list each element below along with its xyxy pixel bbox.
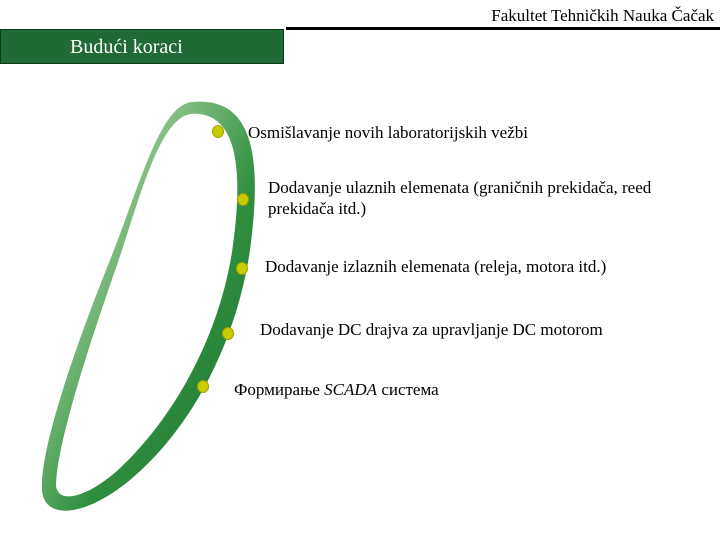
bullet-text-5-tail: система (377, 380, 439, 399)
header-institution: Fakultet Tehničkih Nauka Čačak (491, 6, 714, 25)
ring-arc (42, 102, 255, 511)
bullet-text-3: Dodavanje izlaznih elemenata (releja, motora itd.) (265, 257, 607, 276)
bullet-dot-5 (197, 380, 209, 393)
bullet-text-4: Dodavanje DC drajva za upravljanje DC motorom (260, 320, 603, 339)
bullet-text-1: Osmišlavanje novih laboratorijskih vežbi (248, 123, 528, 142)
bullet-dot-1 (212, 125, 224, 138)
bullet-text-2: Dodavanje ulaznih elemenata (graničnih prekidača, reed prekidača itd.) (268, 178, 652, 218)
bullet-text-5-plain: Формирање (234, 380, 325, 399)
bullet-text-5 (234, 379, 674, 400)
bullet-dot-3 (236, 262, 248, 275)
bullet-dot-2 (237, 193, 249, 206)
bullet-dot-4 (222, 327, 234, 340)
slide-title: Budući koraci (70, 36, 183, 58)
bullet-text-5-italic: SCADA (324, 380, 378, 399)
